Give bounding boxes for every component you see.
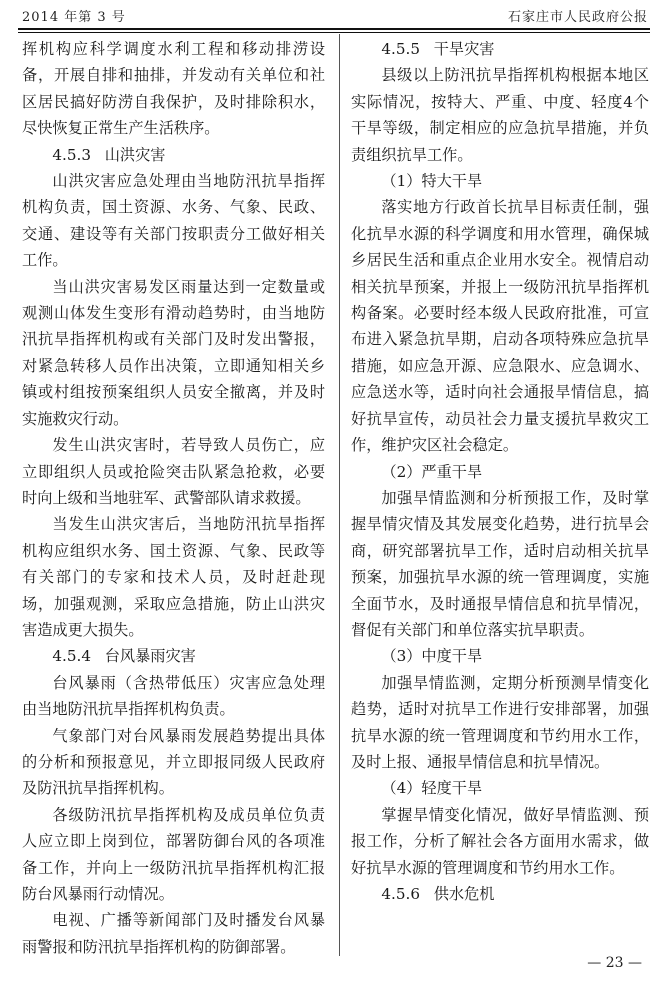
- section-title: 山洪灾害: [104, 145, 166, 164]
- publication-title: 石家庄市人民政府公报: [507, 9, 648, 25]
- header-rule-thin: [18, 32, 650, 33]
- section-number: 4.5.4: [52, 647, 92, 666]
- paragraph: 气象部门对台风暴雨发展趋势提出具体的分析和预报意见，并立即报同级人民政府及防汛抗旱指挥机构。: [22, 726, 325, 798]
- subheading-mild-drought: （4）轻度干旱: [381, 779, 483, 798]
- paragraph: 当发生山洪灾害后，当地防汛抗旱指挥机构应组织水务、国土资源、气象、民政等有关部门的专家和技术人员，及时赶赴现场，加强观测，采取应急措施，防止山洪灾害造成更大损失。: [22, 515, 325, 639]
- subheading-moderate-drought: （3）中度干旱: [381, 647, 483, 666]
- page-header: [22, 4, 648, 26]
- left-column: [22, 36, 325, 960]
- right-column: [351, 36, 649, 907]
- section-heading-4-5-4: [22, 643, 325, 669]
- issue-label: 2014 年第 3 号: [22, 9, 126, 25]
- section-title: 供水危机: [433, 885, 495, 903]
- section-title: 台风暴雨灾害: [104, 647, 196, 666]
- section-number: 4.5.6: [381, 885, 421, 903]
- paragraph: 台风暴雨（含热带低压）灾害应急处理由当地防汛抗旱指挥机构负责。: [22, 673, 325, 719]
- paragraph: 电视、广播等新闻部门及时播发台风暴雨警报和防汛抗旱指挥机构的防御部署。: [22, 911, 325, 956]
- paragraph: 山洪灾害应急处理由当地防汛抗旱指挥机构负责，国土资源、水务、气象、民政、交通、建设等有关部门按职责分工做好相关工作。: [22, 172, 325, 270]
- section-heading-4-5-3: [22, 142, 325, 168]
- section-title: 干旱灾害: [433, 40, 495, 58]
- page-number: — 23 —: [587, 955, 642, 971]
- column-divider: [339, 34, 340, 956]
- subheading-severe-drought: （2）严重干旱: [381, 462, 483, 481]
- paragraph: 加强旱情监测和分析预报工作，及时掌握旱情灾情及其发展变化趋势，进行抗旱会商，研究部署抗旱工作，适时启动相关抗旱预案，加强抗旱水源的统一管理调度，实施全面节水，及时通报旱情信息和抗旱情况，督促有关部门和单位落实抗旱职责。: [351, 488, 649, 639]
- paragraph: 当山洪灾害易发区雨量达到一定数量或观测山体发生变形有滑动趋势时，由当地防汛抗旱指挥机构或有关部门及时发出警报，对紧急转移人员作出决策，立即通知相关乡镇或村组按预案组织人员安全撤离，并及时实施救灾行动。: [22, 277, 325, 428]
- paragraph: 掌握旱情变化情况，做好旱情监测、预报工作，分析了解社会各方面用水需求，做好抗旱水源的管理调度和节约用水工作。: [351, 805, 649, 877]
- subheading-extreme-drought: （1）特大干旱: [381, 172, 483, 191]
- header-rule-thick: [18, 28, 650, 30]
- section-number: 4.5.5: [381, 40, 421, 58]
- paragraph: 落实地方行政首长抗旱目标责任制，强化抗旱水源的科学调度和用水管理，确保城乡居民生活和重点企业用水安全。视情启动相关抗旱预案，并报上一级防汛抗旱指挥机构备案。必要时经本级人民政府批准，可宣布进入紧急抗旱期，启动各项特殊应急抗旱措施，如应急开源、应急限水、应急调水、应急送水等，适时向社会通报旱情信息，搞好抗旱宣传，动员社会力量支援抗旱救灾工作，维护灾区社会稳定。: [351, 198, 649, 455]
- paragraph: 各级防汛抗旱指挥机构及成员单位负责人应立即上岗到位，部署防御台风的各项准备工作，并向上一级防汛抗旱指挥机构汇报防台风暴雨行动情况。: [22, 805, 325, 903]
- paragraph: 加强旱情监测，定期分析预测旱情变化趋势，适时对抗旱工作进行安排部署，加强抗旱水源的统一管理调度和节约用水工作，及时上报、通报旱情信息和抗旱情况。: [351, 673, 649, 771]
- section-heading-4-5-6: [351, 881, 649, 907]
- paragraph: 挥机构应科学调度水利工程和移动排涝设备，开展自排和抽排，并发动有关单位和社区居民搞好防涝自我保护，及时排除积水，尽快恢复正常生产生活秩序。: [22, 40, 325, 138]
- section-heading-4-5-5: [351, 36, 649, 62]
- paragraph: 县级以上防汛抗旱指挥机构根据本地区实际情况，按特大、严重、中度、轻度4个干旱等级，制定相应的应急抗旱措施，并负责组织抗旱工作。: [351, 66, 649, 164]
- paragraph: 发生山洪灾害时，若导致人员伤亡，应立即组织人员或抢险突击队紧急抢救，必要时向上级和当地驻军、武警部队请求救援。: [22, 436, 325, 507]
- section-number: 4.5.3: [52, 145, 92, 164]
